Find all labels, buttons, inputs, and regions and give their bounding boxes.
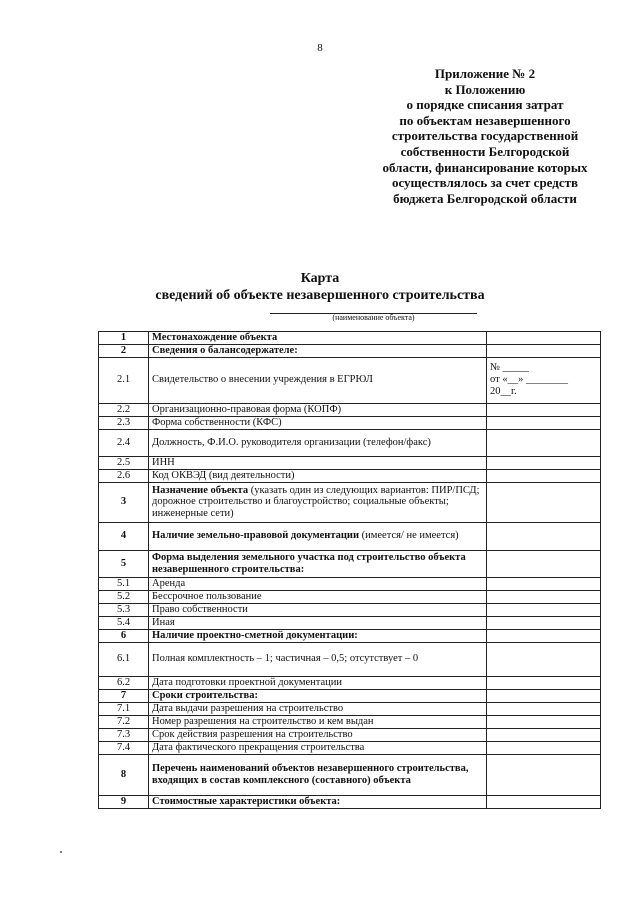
appendix-line: к Положению bbox=[444, 81, 526, 97]
table-row bbox=[99, 357, 601, 403]
table-row bbox=[99, 416, 601, 429]
row-value-cell bbox=[487, 332, 601, 345]
row-number: 7 bbox=[99, 689, 149, 702]
table-row bbox=[99, 741, 601, 754]
row-number: 7.1 bbox=[99, 702, 149, 715]
row-description: Полная комплектность – 1; частичная – 0,5; отсутствует – 0 bbox=[149, 642, 487, 676]
table-row bbox=[99, 469, 601, 482]
table-row bbox=[99, 332, 601, 345]
object-name-caption: (наименование объекта) bbox=[332, 313, 415, 322]
row-description: Право собственности bbox=[149, 603, 487, 616]
table-row bbox=[99, 550, 601, 577]
row-description: Дата подготовки проектной документации bbox=[149, 676, 487, 689]
table-row bbox=[99, 728, 601, 741]
row-description: Организационно-правовая форма (КОПФ) bbox=[149, 403, 487, 416]
row-description: Дата фактического прекращения строительства bbox=[149, 741, 487, 754]
certificate-date-field: от «__» ________ bbox=[490, 374, 568, 386]
row-value-cell bbox=[487, 616, 601, 629]
row-number: 4 bbox=[99, 522, 149, 550]
row-description: Перечень наименований объектов незавершенного строительства, входящих в состав комплексного (составного) объекта bbox=[149, 754, 487, 795]
row-value-cell bbox=[487, 676, 601, 689]
table-row bbox=[99, 642, 601, 676]
row-number: 5.2 bbox=[99, 590, 149, 603]
row-number: 8 bbox=[99, 754, 149, 795]
row-number: 2.2 bbox=[99, 403, 149, 416]
row-value-cell bbox=[487, 702, 601, 715]
row-description: Наличие проектно-сметной документации: bbox=[149, 629, 487, 642]
row-description bbox=[149, 482, 487, 522]
row-number: 6.2 bbox=[99, 676, 149, 689]
row-value-cell bbox=[487, 741, 601, 754]
row-value-cell bbox=[487, 715, 601, 728]
appendix-line: строительства государственной bbox=[391, 128, 579, 144]
row-value-cell bbox=[487, 469, 601, 482]
row-value-cell bbox=[487, 456, 601, 469]
row-value-cell bbox=[487, 689, 601, 702]
row-description bbox=[149, 522, 487, 550]
title-line-1: Карта bbox=[300, 271, 340, 286]
row-description: Сведения о балансодержателе: bbox=[149, 344, 487, 357]
row-description: Срок действия разрешения на строительство bbox=[149, 728, 487, 741]
appendix-line: о порядке списания затрат bbox=[406, 97, 564, 113]
appendix-line: области, финансирование которых bbox=[382, 159, 588, 175]
row-number: 2.6 bbox=[99, 469, 149, 482]
row-number: 7.2 bbox=[99, 715, 149, 728]
row-value-cell bbox=[487, 344, 601, 357]
row-value-cell bbox=[487, 642, 601, 676]
row-detail: (имеется/ не имеется) bbox=[359, 530, 459, 542]
row-description: Свидетельство о внесении учреждения в ЕГРЮЛ bbox=[149, 357, 487, 403]
appendix-header bbox=[350, 66, 620, 206]
row-number: 5.3 bbox=[99, 603, 149, 616]
row-description: Аренда bbox=[149, 577, 487, 590]
row-value-cell bbox=[487, 629, 601, 642]
row-number: 2.1 bbox=[99, 357, 149, 403]
appendix-line: осуществлялось за счет средств bbox=[391, 175, 579, 191]
row-number: 9 bbox=[99, 795, 149, 808]
table-row bbox=[99, 754, 601, 795]
row-number: 2.4 bbox=[99, 429, 149, 456]
row-description: Местонахождение объекта bbox=[149, 332, 487, 345]
appendix-line: Приложение № 2 bbox=[434, 66, 536, 81]
appendix-line: бюджета Белгородской области bbox=[393, 190, 577, 206]
row-number: 7.3 bbox=[99, 728, 149, 741]
row-number: 5.4 bbox=[99, 616, 149, 629]
table-row bbox=[99, 482, 601, 522]
table-row bbox=[99, 676, 601, 689]
row-number: 5.1 bbox=[99, 577, 149, 590]
row-lead: Назначение объекта bbox=[152, 484, 249, 496]
table-row bbox=[99, 629, 601, 642]
table-row bbox=[99, 603, 601, 616]
row-description: Сроки строительства: bbox=[149, 689, 487, 702]
table-row bbox=[99, 702, 601, 715]
table-row bbox=[99, 403, 601, 416]
row-value-cell bbox=[487, 429, 601, 456]
title-line-2: сведений об объекте незавершенного строительства bbox=[155, 288, 485, 303]
row-number: 5 bbox=[99, 550, 149, 577]
table-row bbox=[99, 795, 601, 808]
row-value-cell bbox=[487, 403, 601, 416]
row-number: 6 bbox=[99, 629, 149, 642]
row-description: Стоимостные характеристики объекта: bbox=[149, 795, 487, 808]
row-number: 3 bbox=[99, 482, 149, 522]
row-description: Форма собственности (КФС) bbox=[149, 416, 487, 429]
row-description: Бессрочное пользование bbox=[149, 590, 487, 603]
table-row bbox=[99, 429, 601, 456]
appendix-line: собственности Белгородской bbox=[400, 143, 570, 159]
table-row bbox=[99, 522, 601, 550]
row-number: 6.1 bbox=[99, 642, 149, 676]
certificate-year-field: 20__г. bbox=[490, 386, 517, 398]
appendix-line: по объектам незавершенного bbox=[399, 112, 571, 128]
row-number: 1 bbox=[99, 332, 149, 345]
row-number: 2.5 bbox=[99, 456, 149, 469]
row-value-cell bbox=[487, 416, 601, 429]
scan-speck bbox=[60, 851, 62, 853]
row-description: ИНН bbox=[149, 456, 487, 469]
row-value-cell bbox=[487, 754, 601, 795]
row-value-cell bbox=[487, 603, 601, 616]
row-description: Форма выделения земельного участка под строительство объекта незавершенного строительства: bbox=[149, 550, 487, 577]
row-value-cell bbox=[487, 728, 601, 741]
table-row bbox=[99, 456, 601, 469]
table-row bbox=[99, 577, 601, 590]
row-description: Номер разрешения на строительство и кем выдан bbox=[149, 715, 487, 728]
row-number: 2.3 bbox=[99, 416, 149, 429]
table-row bbox=[99, 689, 601, 702]
row-value-cell bbox=[487, 577, 601, 590]
row-detail: (указать один из следующих вариантов: ПИР/ПСД; дорожное строительство и благоустройство; социальные объекты; инженерные сети) bbox=[152, 484, 480, 520]
row-value-cell bbox=[487, 550, 601, 577]
row-number: 2 bbox=[99, 344, 149, 357]
certificate-fields bbox=[487, 357, 601, 403]
document-title bbox=[0, 270, 640, 304]
page-number: 8 bbox=[317, 42, 323, 54]
row-value-cell bbox=[487, 522, 601, 550]
table-row bbox=[99, 715, 601, 728]
row-value-cell bbox=[487, 795, 601, 808]
row-number: 7.4 bbox=[99, 741, 149, 754]
row-value-cell bbox=[487, 482, 601, 522]
row-lead: Наличие земельно-правовой документации bbox=[152, 530, 360, 542]
table-row bbox=[99, 344, 601, 357]
table-row bbox=[99, 590, 601, 603]
row-description: Должность, Ф.И.О. руководителя организации (телефон/факс) bbox=[149, 429, 487, 456]
row-description: Дата выдачи разрешения на строительство bbox=[149, 702, 487, 715]
row-value-cell bbox=[487, 590, 601, 603]
row-description: Иная bbox=[149, 616, 487, 629]
object-card-table bbox=[98, 331, 601, 809]
row-description: Код ОКВЭД (вид деятельности) bbox=[149, 469, 487, 482]
table-row bbox=[99, 616, 601, 629]
certificate-number-field: № _____ bbox=[490, 362, 529, 374]
